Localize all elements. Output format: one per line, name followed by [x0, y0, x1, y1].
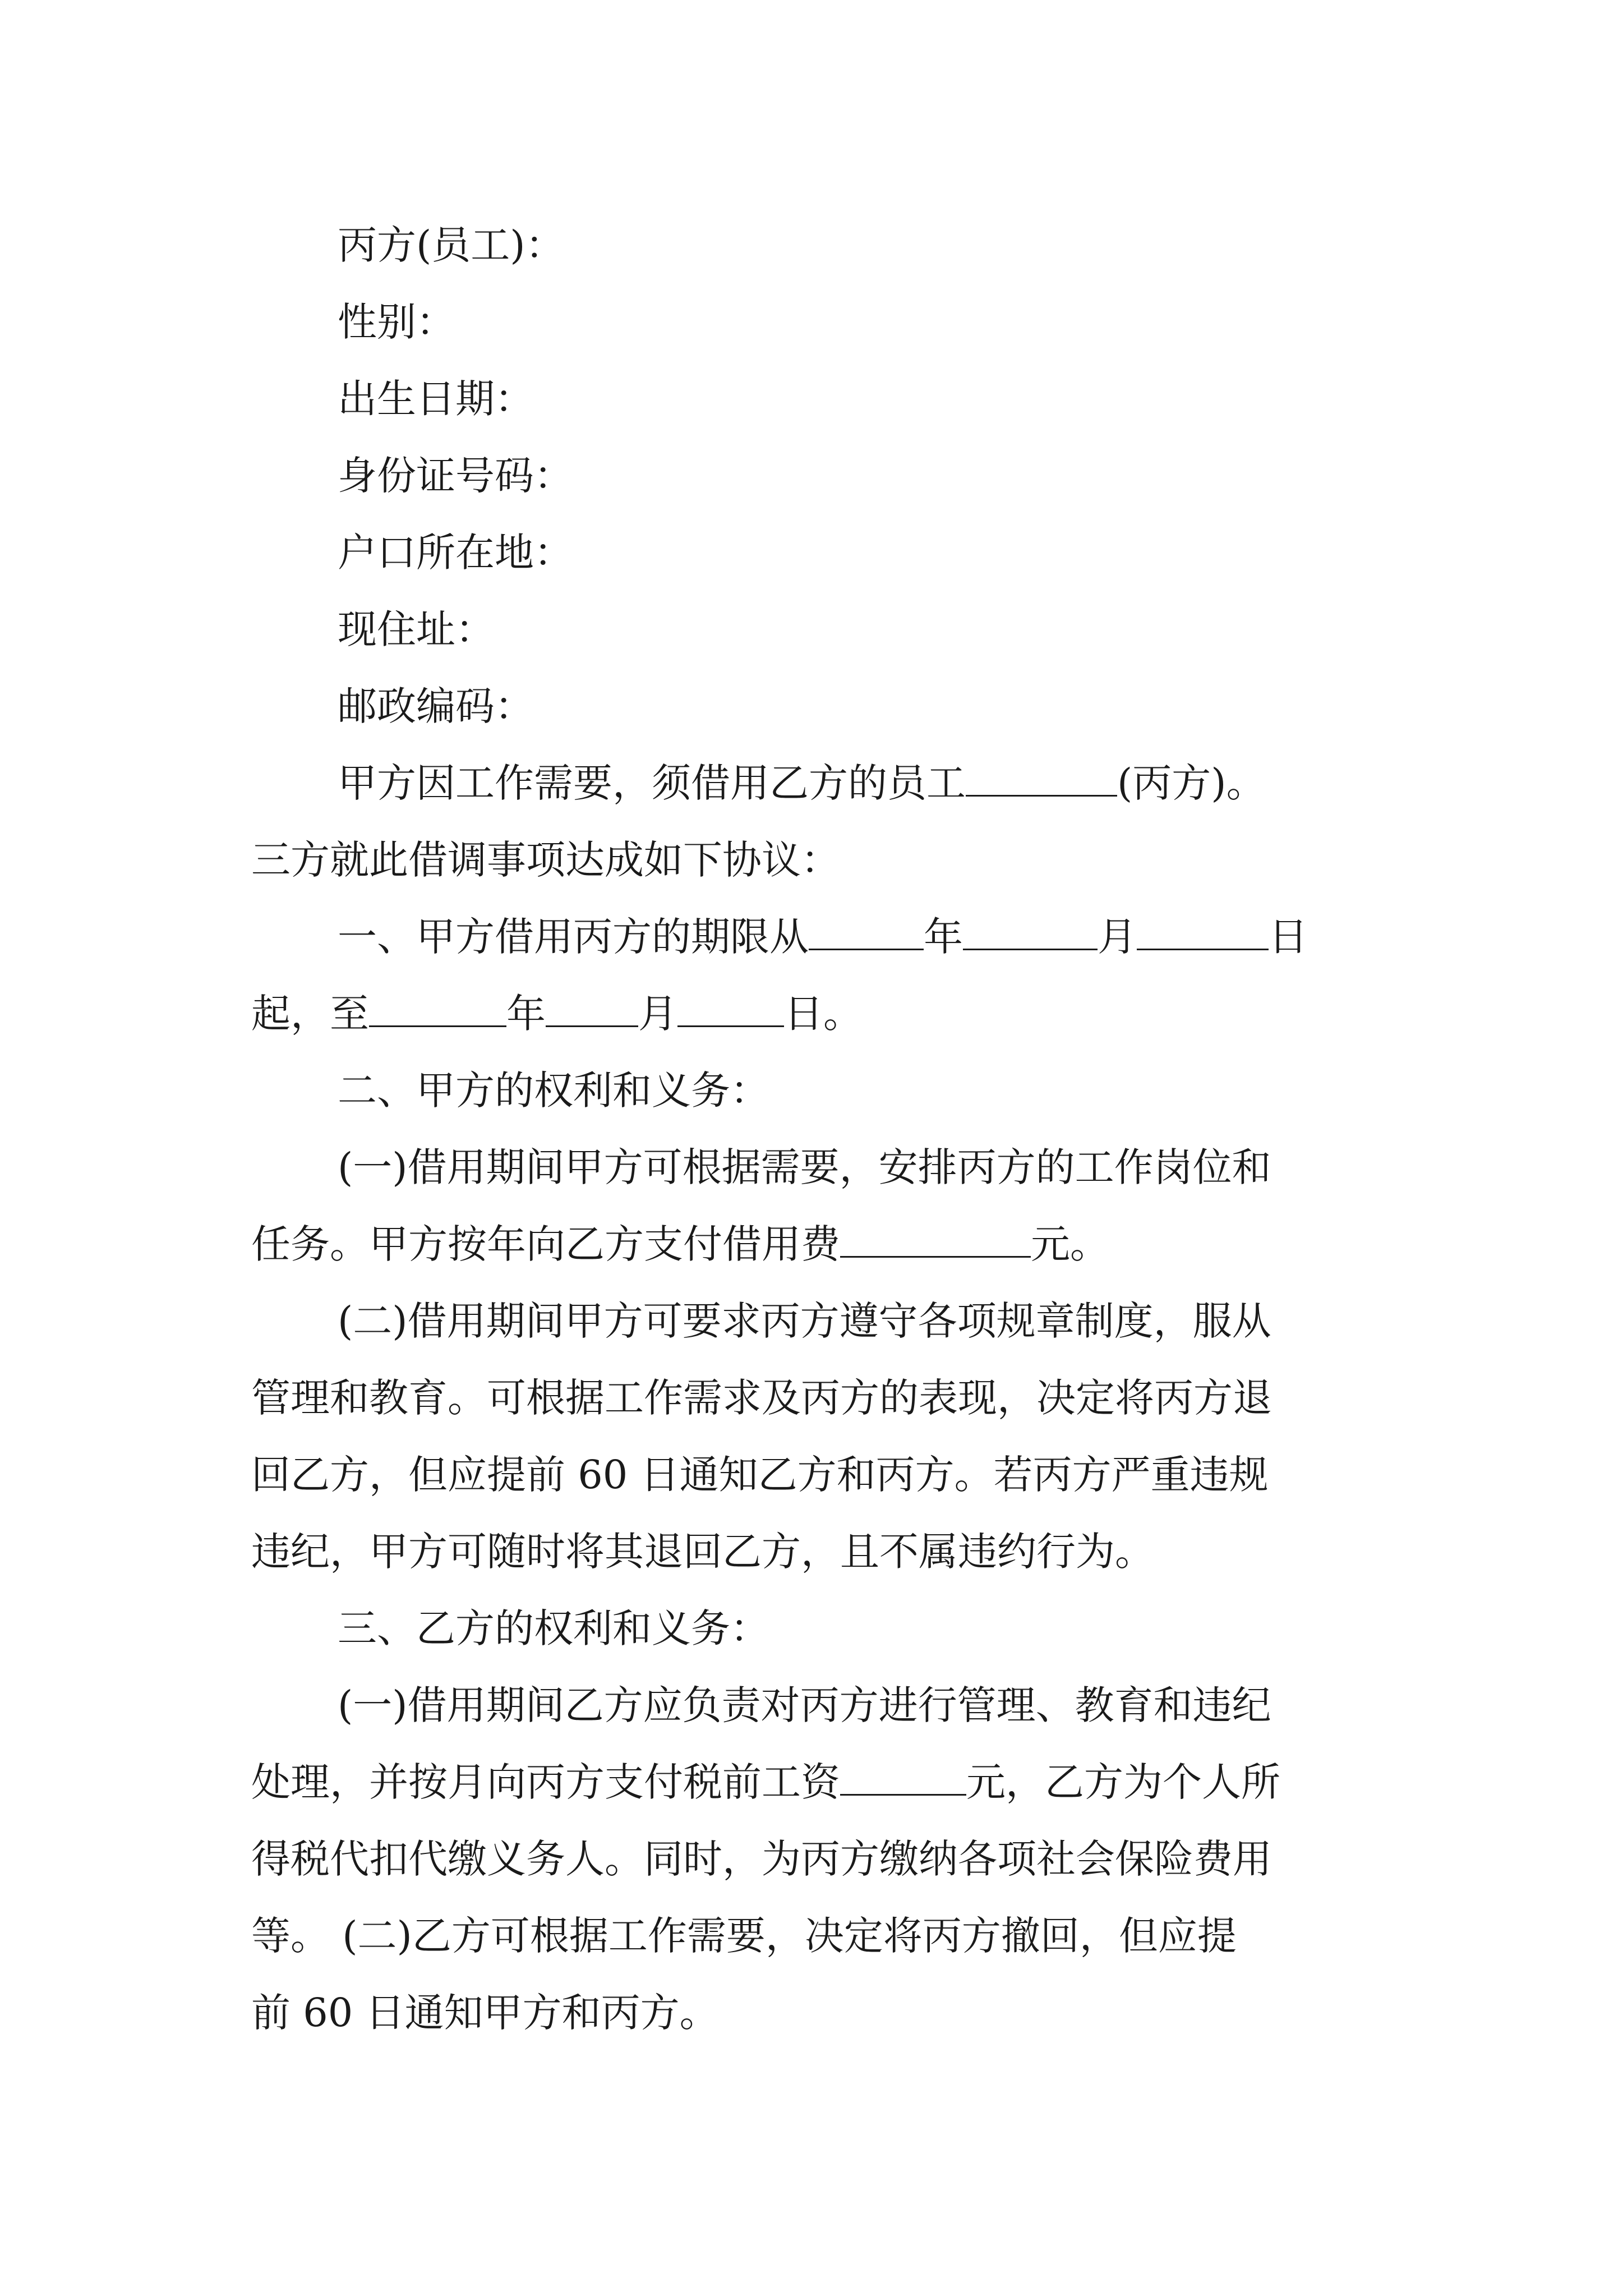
- clause1-year2: 年: [506, 991, 546, 1037]
- section2-item1-text-b: 元。: [1031, 1221, 1109, 1267]
- intro-line-1: [338, 755, 1266, 811]
- borrowing-fee-blank[interactable]: [840, 1219, 1031, 1258]
- field-employee: 丙方(员工)：: [338, 222, 565, 268]
- end-month-blank[interactable]: [546, 988, 638, 1027]
- section2-item1-line-1: (一)借用期间甲方可根据需要，安排丙方的工作岗位和: [338, 1144, 1271, 1190]
- section2-item2-line-2: 管理和教育。可根据工作需求及丙方的表现，决定将丙方退: [251, 1375, 1272, 1421]
- field-postal-code: 邮政编码：: [338, 683, 534, 729]
- end-year-blank[interactable]: [369, 988, 506, 1027]
- employee-name-blank[interactable]: [966, 758, 1117, 797]
- intro-text-a: 甲方因工作需要，须借用乙方的员工: [338, 760, 966, 806]
- clause1-line-1: [338, 909, 1308, 965]
- field-gender: 性别：: [338, 299, 455, 345]
- clause1-text-a: 一、甲方借用丙方的期限从: [338, 914, 809, 960]
- salary-blank[interactable]: [840, 1757, 966, 1796]
- field-household-registration: 户口所在地：: [338, 530, 573, 576]
- clause1-line-2: [251, 986, 863, 1042]
- section3-item1-line-3: 得税代扣代缴义务人。同时，为丙方缴纳各项社会保险费用: [251, 1836, 1272, 1882]
- section3-item1-line-2: [251, 1754, 1280, 1810]
- field-birthdate: 出生日期：: [338, 376, 534, 422]
- start-year-blank[interactable]: [809, 912, 924, 950]
- section3-heading: 三、乙方的权利和义务：: [338, 1605, 769, 1651]
- clause1-day2: 日。: [784, 991, 863, 1037]
- field-id-number: 身份证号码：: [338, 453, 573, 499]
- clause1-text-b: 起，至: [251, 991, 369, 1037]
- clause1-month1: 月: [1098, 914, 1137, 960]
- section3-item1-line-1: (一)借用期间乙方应负责对丙方进行管理、教育和违纪: [338, 1682, 1271, 1728]
- clause1-month2: 月: [638, 991, 677, 1037]
- section3-item1-line-5: 前 60 日通知甲方和丙方。: [251, 1990, 719, 2036]
- section3-item1-text-a: 处理，并按月向丙方支付税前工资: [251, 1759, 840, 1805]
- clause1-day1: 日: [1269, 914, 1308, 960]
- field-current-address: 现住址：: [338, 606, 495, 652]
- intro-text-b: (丙方)。: [1117, 760, 1266, 806]
- section2-item1-text-a: 任务。甲方按年向乙方支付借用费: [251, 1221, 840, 1267]
- section3-item1-line-4: 等。 (二)乙方可根据工作需要，决定将丙方撤回，但应提: [251, 1913, 1237, 1959]
- section2-item1-line-2: [251, 1216, 1109, 1272]
- start-day-blank[interactable]: [1137, 912, 1269, 950]
- section2-item2-line-4: 违纪，甲方可随时将其退回乙方，且不属违约行为。: [251, 1529, 1154, 1575]
- section2-item2-line-1: (二)借用期间甲方可要求丙方遵守各项规章制度，服从: [338, 1298, 1271, 1344]
- section3-item1-text-b: 元，乙方为个人所: [966, 1759, 1280, 1805]
- section2-heading: 二、甲方的权利和义务：: [338, 1068, 769, 1114]
- end-day-blank[interactable]: [677, 988, 784, 1027]
- start-month-blank[interactable]: [963, 912, 1098, 950]
- intro-line-2: 三方就此借调事项达成如下协议：: [251, 837, 840, 883]
- section2-item2-line-3: 回乙方，但应提前 60 日通知乙方和丙方。若丙方严重违规: [251, 1452, 1269, 1498]
- clause1-year1: 年: [924, 914, 963, 960]
